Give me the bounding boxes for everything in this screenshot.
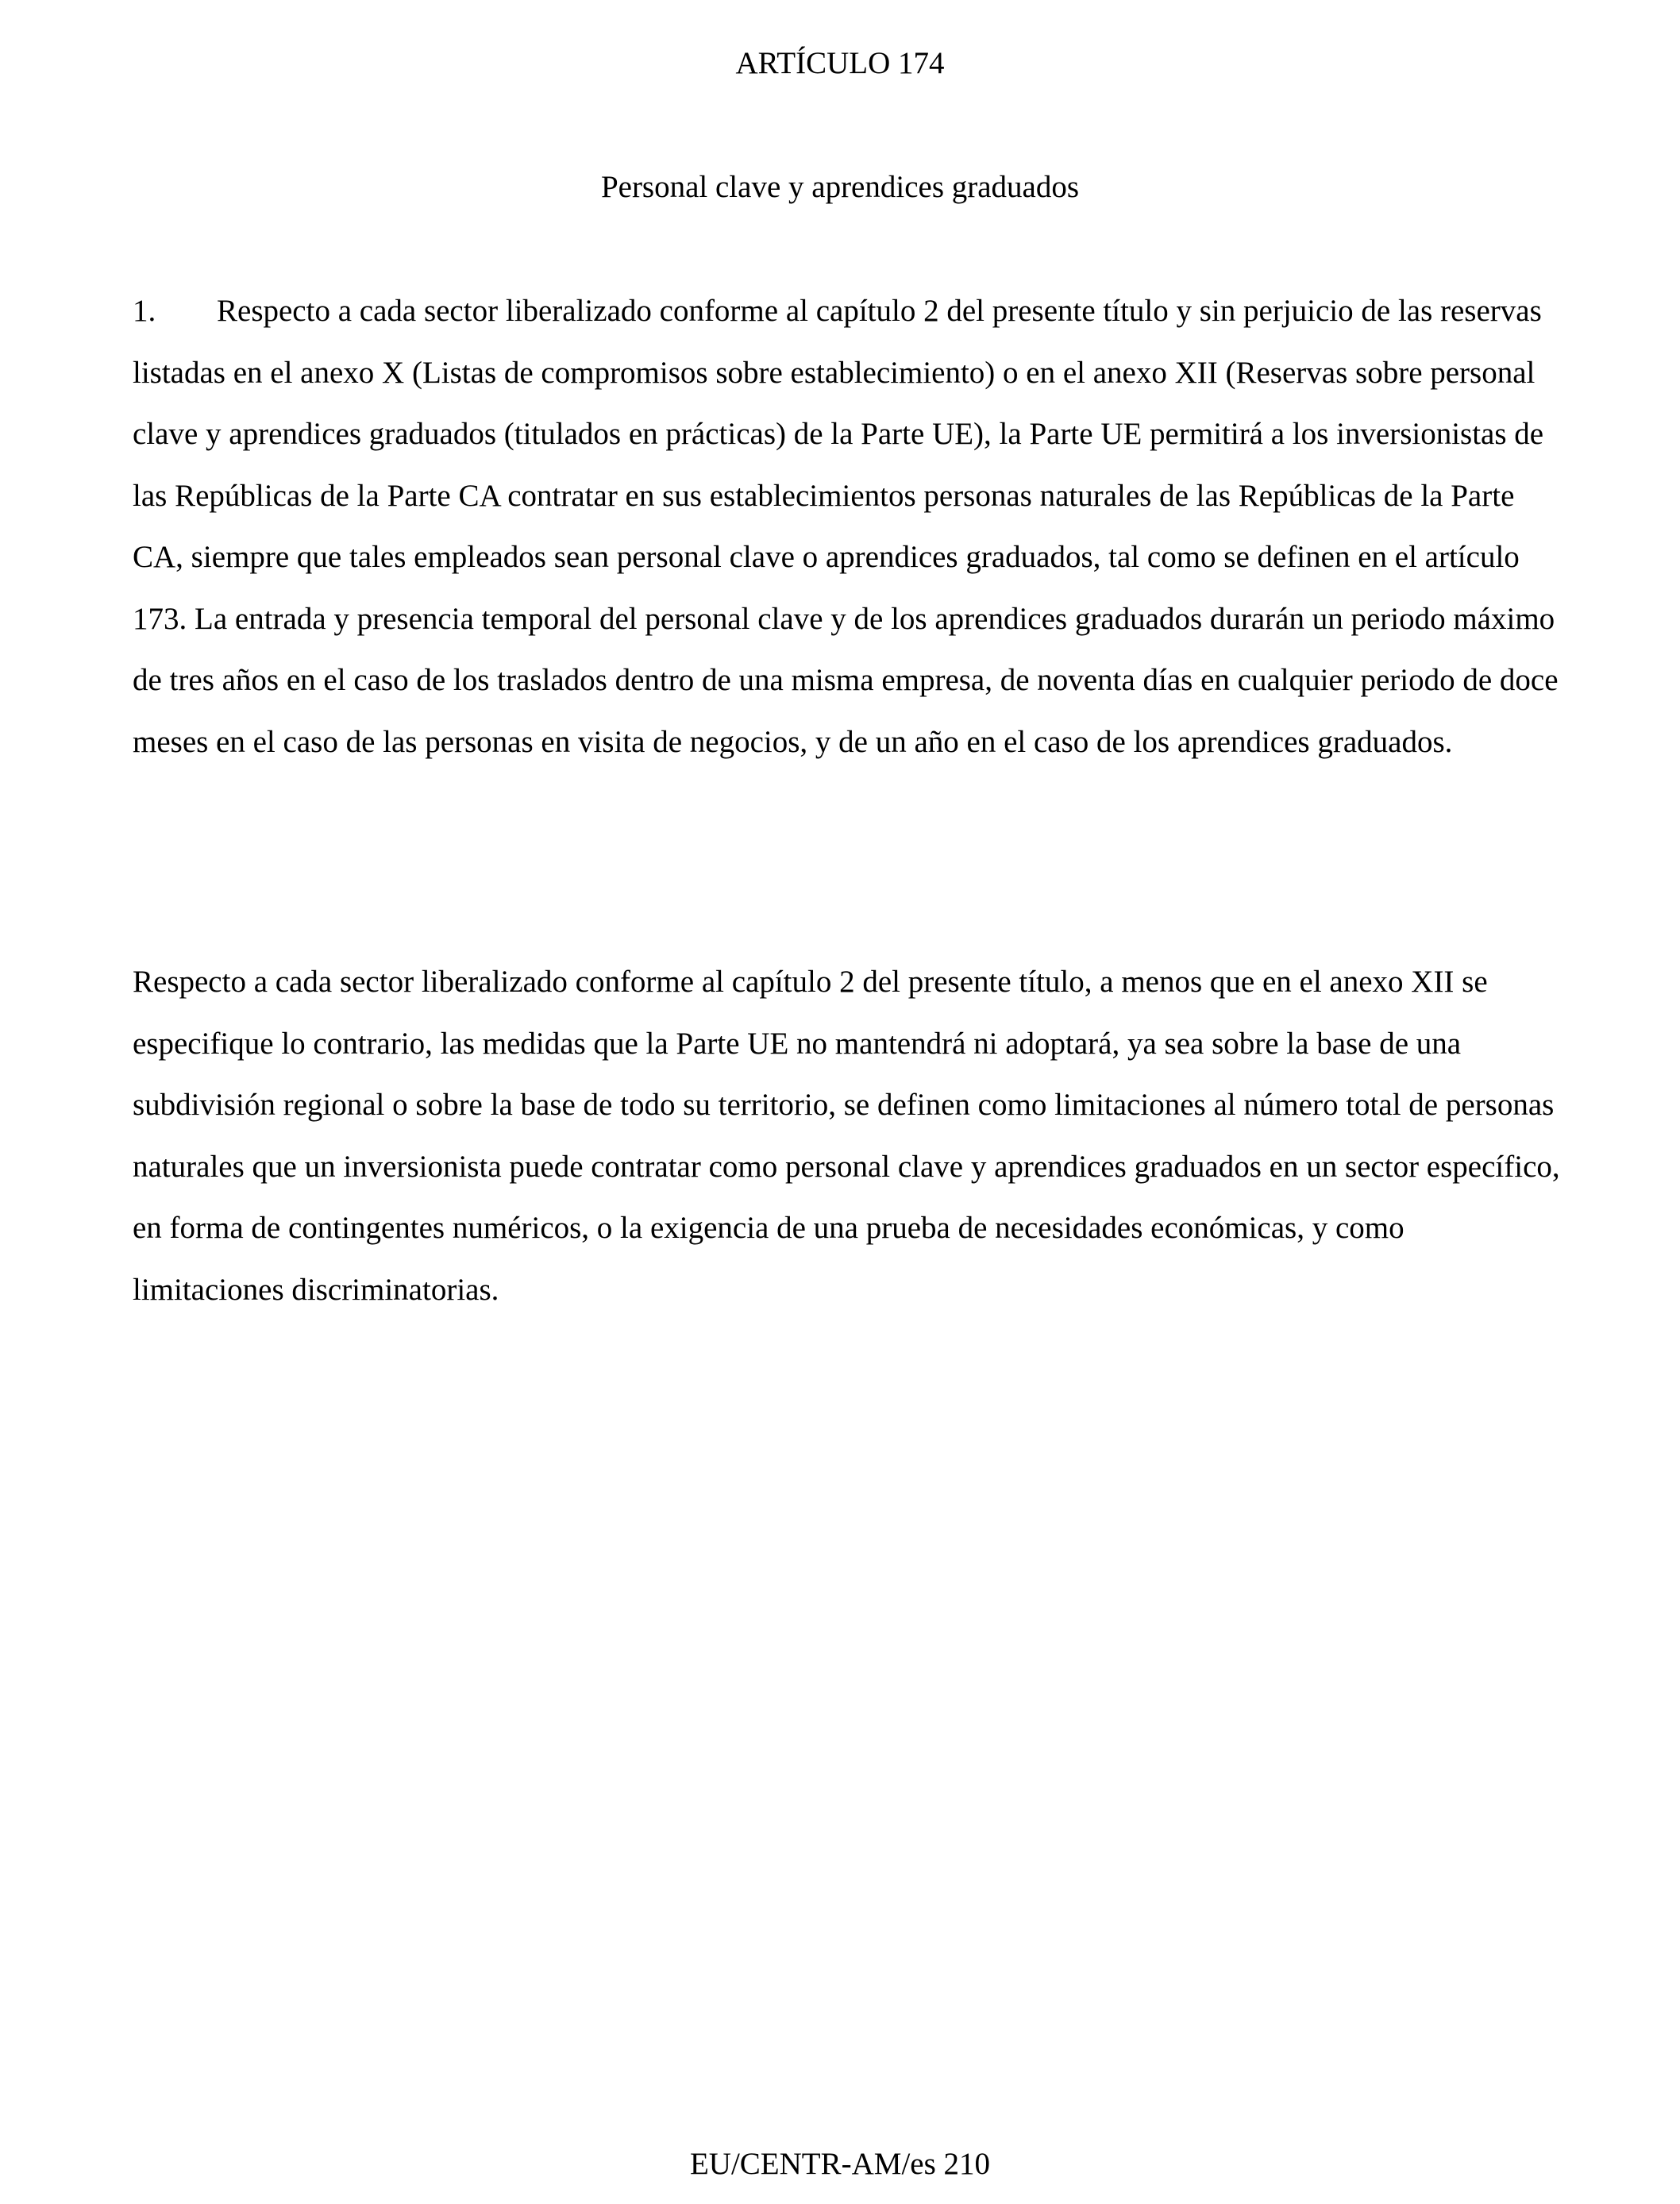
paragraph-1 (133, 280, 1562, 773)
article-number-heading: ARTÍCULO 174 (735, 46, 945, 80)
paragraph-1-number: 1. (133, 294, 156, 328)
paragraph-1-text: Respecto a cada sector liberalizado conforme al capítulo 2 del presente título y sin perjuicio de las reservas listadas en el anexo X (Listas de compromisos sobre establecimiento) o en el anexo XII (Reservas sobre personal clave y aprendices graduados (titulados en prácticas) de la Parte UE), la Parte UE permitirá a los inversionistas de las Repúblicas de la Parte CA contratar en sus establecimientos personas naturales de las Repúblicas de la Parte CA, siempre que tales empleados sean personal clave o aprendices graduados, tal como se definen en el artículo 173. La entrada y presencia temporal del personal clave y de los aprendices graduados durarán un periodo máximo de tres años en el caso de los traslados dentro de una misma empresa, de noventa días en cualquier periodo de doce meses en el caso de las personas en visita de negocios, y de un año en el caso de los aprendices graduados. (133, 294, 1559, 759)
page-footer-reference: EU/CENTR-AM/es 210 (689, 2147, 991, 2181)
article-title-heading: Personal clave y aprendices graduados (600, 170, 1080, 204)
paragraph-2: Respecto a cada sector liberalizado conforme al capítulo 2 del presente título, a menos que en el anexo XII se especifique lo contrario, las medidas que la Parte UE no mantendrá ni adoptará, ya sea sobre la base de una subdivisión regional o sobre la base de todo su territorio, se definen como limitaciones al número total de personas naturales que un inversionista puede contratar como personal clave y aprendices graduados en un sector específico, en forma de contingentes numéricos, o la exigencia de una prueba de necesidades económicas, y como limitaciones discriminatorias. (133, 965, 1560, 1307)
